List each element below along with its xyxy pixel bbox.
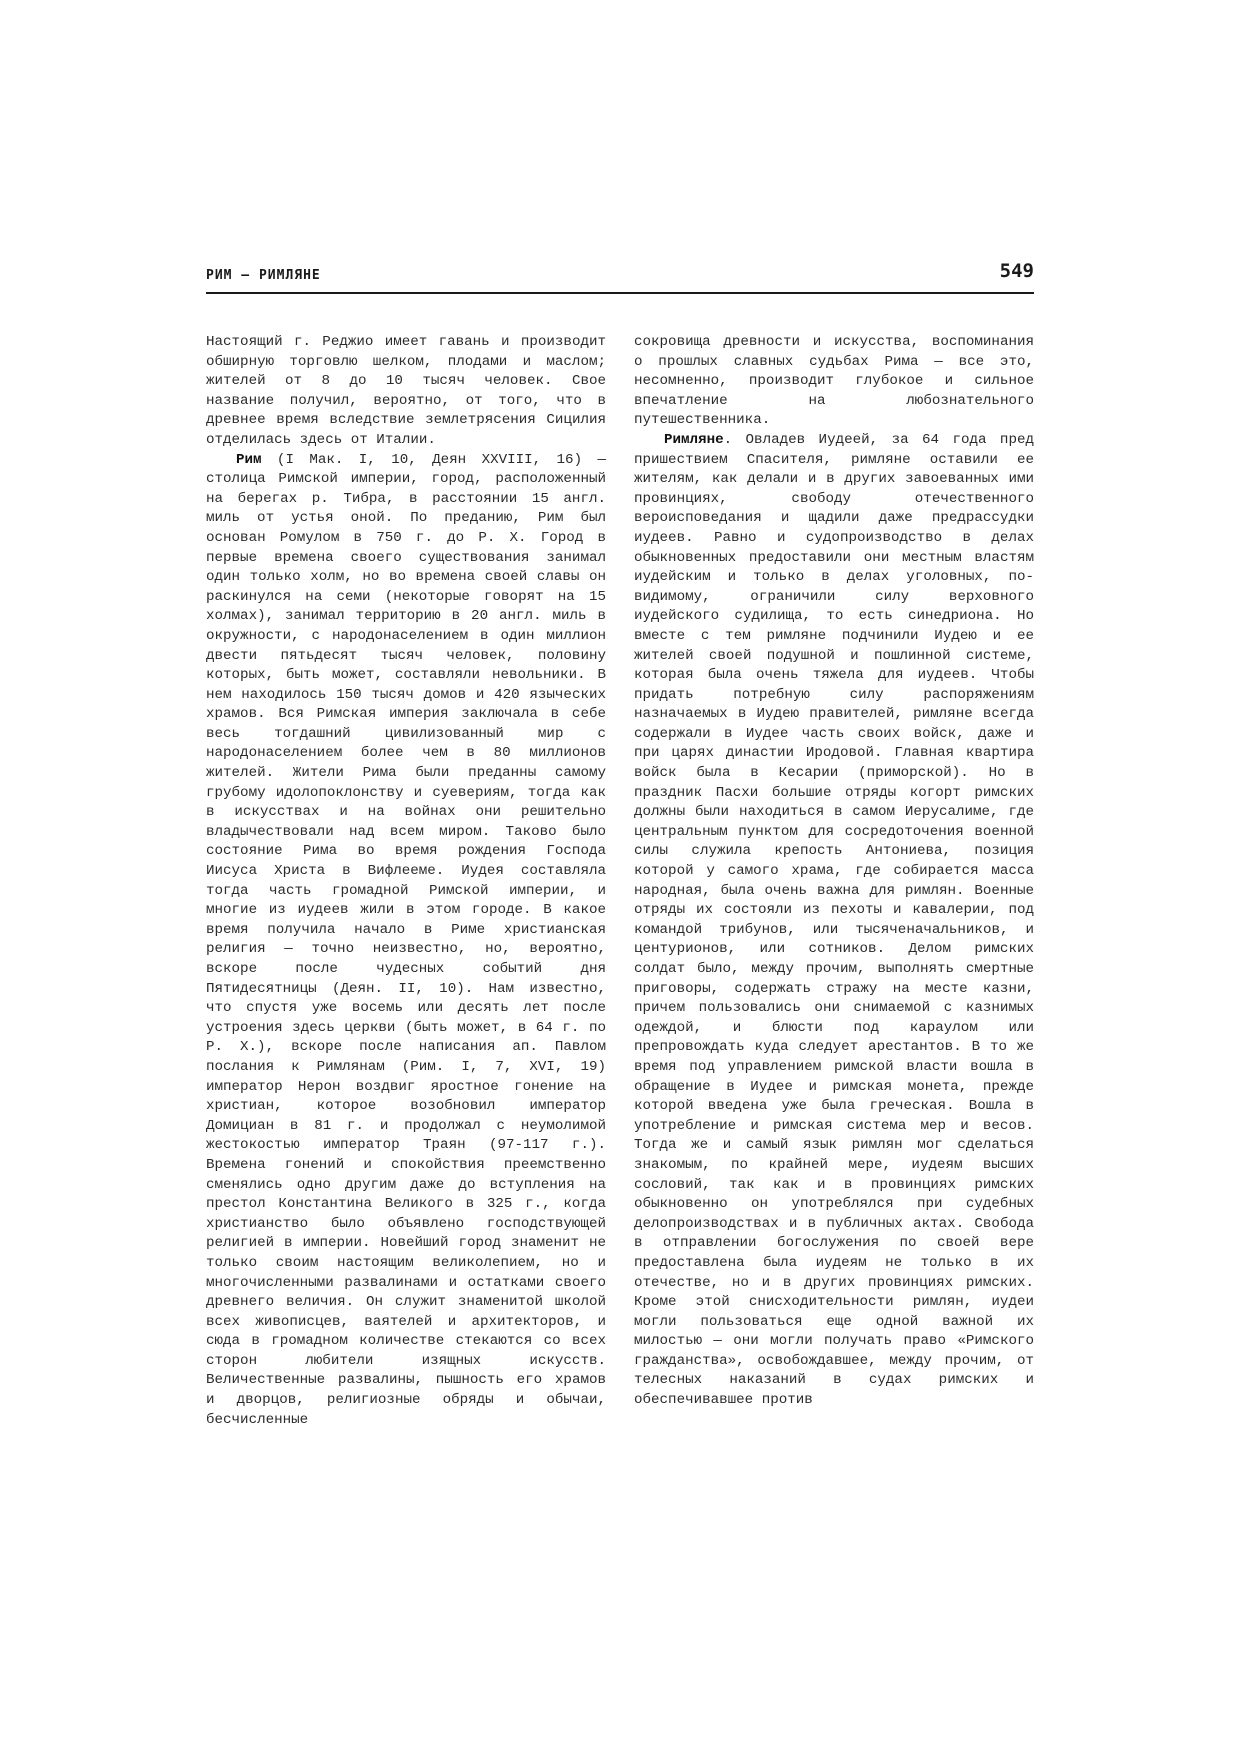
page-header [206,262,1034,294]
entry-text-rim: (I Мак. I, 10, Деян XXVIII, 16) — столица Римской империи, город, расположенный на берегах р. Тибра, в расстоянии 15 англ. миль от устья оной. По преданию, Рим был основан Ромулом в 750 г. до Р. Х. Город в первые времена своего существования занимал один только холм, но во времена своей славы он раскинулся на семи (некоторые говорят на 15 холмах), занимал территорию в 20 англ. миль в окружности, с народонаселением в один миллион двести пятьдесят тысяч человек, половину которых, быть может, составляли невольники. В нем находилось 150 тысяч домов и 420 языческих храмов. Вся Римская империя заключала в себе весь тогдашний цивилизованный мир с народонаселением более чем в 80 миллионов жителей. Жители Рима были преданны самому грубому идолопоклонству и суевериям, тогда как в искусствах и на войнах они решительно владычествовали над всем миром. Таково было состояние Рима во время рождения Господа Иисуса Христа в Вифлееме. Иудея составляла тогда часть громадной Римской империи, и многие из иудеев жили в этом городе. В какое время получила начало в Риме христианская религия — точно неизвестно, но, вероятно, вскоре после чудесных событий дня Пятидесятницы (Деян. II, 10). Нам известно, что спустя уже восемь или десять лет после устроения здесь церкви (быть может, в 64 г. по Р. Х.), вскоре после написания ап. Павлом послания к Римлянам (Рим. I, 7, XVI, 19) император Нерон воздвиг яростное гонение на христиан, которое возобновил император Домициан в 81 г. и продолжал с неумолимой жестокостью император Траян (97-117 г.). Времена гонений и спокойствия преемственно сменялись одно другим даже до вступления на престол Константина Великого в 325 г., когда христианство было объявлено господствующей религией в империи. Новейший город знаменит не только своим настоящим великолепием, но и многочисленными развалинами и остатками своего древнего величия. Он служит знаменитой школой всех живописцев, ваятелей и архитекторов, и сюда в громадном количестве стекаются со всех сторон любители изящных искусств. Величественные развалины, пышность его храмов и дворцов, религиозные обряды и обычаи, бесчисленные [206,451,606,1428]
entry-term-rimlyane: Римляне [664,431,724,448]
running-head: РИМ — РИМЛЯНЕ [206,268,321,283]
paragraph-reggio-continued: Настоящий г. Реджио имеет гавань и производит обширную торговлю шелком, плодами и маслом; жителей от 8 до 10 тысяч человек. Свое название получил, вероятно, от того, что в древнее время вследствие землетрясения Сицилия отделилась здесь от Италии. [206,334,606,448]
entry-rim [206,451,606,1431]
entry-text-rimlyane: . Овладев Иудеей, за 64 года пред пришествием Спасителя, римляне оставили ее жителям, как делали и в других завоеванных ими провинциях, свободу отечественного вероисповедания и щадили даже предрассудки иудеев. Равно и судопроизводство в делах обыкновенных предоставили они местным властям иудейским и только в делах уголовных, по-видимому, ограничили силу верховного иудейского судилища, то есть синедриона. Но вместе с тем римляне подчинили Иудею и ее жителей своей подушной и пошлинной системе, которая была очень тяжела для иудеев. Чтобы придать потребную силу распоряжениям назначаемых в Иудею правителей, римляне всегда содержали в Иудее часть своих войск, даже и при царях династии Иродовой. Главная квартира войск была в Кесарии (приморской). Но в праздник Пасхи большие отряды когорт римских должны были находиться в самом Иерусалиме, где центральным пунктом для сосредоточения военной силы служила крепость Антониева, позиция которой у самого храма, где собирается масса народная, была очень важна для римлян. Военные отряды их состояли из пехоты и кавалерии, под командой трибунов, или тысяченачальников, и центурионов, или сотников. Делом римских солдат было, между прочим, выполнять смертные приговоры, содержать стражу на месте казни, причем пользовались они снимаемой с казнимых одеждой, и блюсти под караулом или препровождать куда следует арестантов. В то же время под управлением римской власти вошла в обращение в Иудее и римская монета, прежде которой введена уже была греческая. Вошла в употребление и римская система мер и весов. Тогда же и самый язык римлян мог сделаться знакомым, по крайней мере, иудеям высших сословий, так как и в провинциях римских обыкновенно он употреблялся при судебных делопроизводствах и в публичных актах. Свобода в отправлении богослужения по своей вере предоставлена была иудеям не только в их отечестве, но и в других провинциях римских. Кроме этой снисходительности римлян, иудеи могли пользоваться еще одной важной их милостью — они могли получать право «Римского гражданства», освобождавшее, между прочим, от телесных наказаний в судах римских и обеспечивавшее против [634,431,1034,1409]
entry-term-rim: Рим [236,451,262,468]
paragraph-rim-continued: сокровища древности и искусства, воспоминания о прошлых славных судьбах Рима — все это, несомненно, производит глубокое и сильное впечатление на любознательного путешественника. [634,334,1034,429]
entry-rimlyane [634,431,1034,1411]
left-column [206,333,606,1430]
right-column [634,333,1034,1411]
page-number: 549 [999,260,1034,282]
